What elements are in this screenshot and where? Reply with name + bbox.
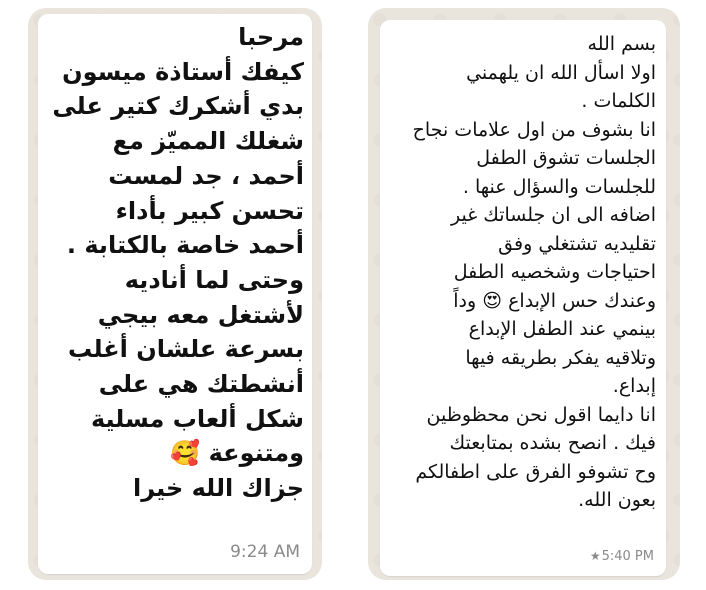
message-line: بعون الله.	[578, 489, 656, 511]
message-line-text: وداً	[453, 289, 477, 312]
message-line-text: ومتنوعة	[208, 439, 304, 468]
message-line	[413, 287, 656, 316]
heart-eyes-icon: 😍	[482, 289, 503, 312]
message-line: وتلاقيه يفكر بطريقه فيها	[465, 346, 656, 369]
right-message-timestamp	[590, 549, 654, 564]
message-line: بسرعة علشان أغلب	[68, 335, 304, 364]
right-message-bubble[interactable]	[380, 20, 666, 576]
message-line: بدي أشكرك كتير على	[52, 92, 304, 121]
message-line: انا بشوف من اول علامات نجاح	[412, 118, 656, 141]
message-line: أحمد ، جد لمست	[108, 161, 304, 190]
message-line: فيك . انصح بشده بمتابعتك	[449, 432, 656, 454]
message-line: بينمي عند الطفل الإبداع	[468, 318, 656, 340]
message-line: بسم الله	[587, 33, 656, 55]
message-line: إبداع.	[612, 375, 656, 397]
star-icon: ★	[589, 549, 601, 563]
message-line: للجلسات والسؤال عنها .	[462, 175, 656, 198]
left-chat-panel	[28, 8, 322, 580]
message-line: تحسن كبير بأداء	[115, 196, 304, 225]
message-line: انا دايما اقول نحن محظوظين	[426, 403, 656, 426]
message-line: لأشتغل معه بيجي	[97, 300, 304, 329]
message-line: احتياجات وشخصيه الطفل	[453, 261, 656, 283]
right-message-text	[413, 30, 656, 515]
message-line-text: وعندك حس الإبداع	[508, 289, 656, 312]
message-line: كيفك أستاذة ميسون	[62, 57, 304, 86]
message-line: أحمد خاصة بالكتابة .	[66, 231, 304, 260]
left-message-bubble[interactable]	[38, 14, 312, 574]
left-message-text	[52, 20, 304, 506]
left-message-timestamp: 9:24 AM	[230, 542, 300, 562]
right-message-time: 5:40 PM	[601, 549, 654, 564]
message-line: شغلك المميّز مع	[112, 127, 304, 156]
message-line: جزاك الله خيرا	[133, 474, 304, 503]
message-line: الجلسات تشوق الطفل	[476, 147, 656, 169]
message-line: وح تشوفو الفرق على اطفالكم	[415, 460, 656, 483]
message-line: تقليديه تشتغلي وفق	[498, 232, 656, 255]
right-chat-panel	[368, 8, 680, 580]
message-line: مرحبا	[238, 23, 304, 51]
message-line	[52, 436, 304, 471]
message-line: الكلمات .	[581, 90, 656, 112]
message-line: وحتى لما أناديه	[124, 265, 304, 294]
smiling-face-with-hearts-icon: 🥰	[170, 439, 201, 468]
message-line: اضافه الى ان جلساتك غير	[451, 204, 656, 226]
message-line: شكل ألعاب مسلية	[90, 404, 304, 433]
message-line: اولا اسأل الله ان يلهمني	[466, 61, 656, 84]
message-line: أنشطتك هي على	[98, 370, 304, 399]
